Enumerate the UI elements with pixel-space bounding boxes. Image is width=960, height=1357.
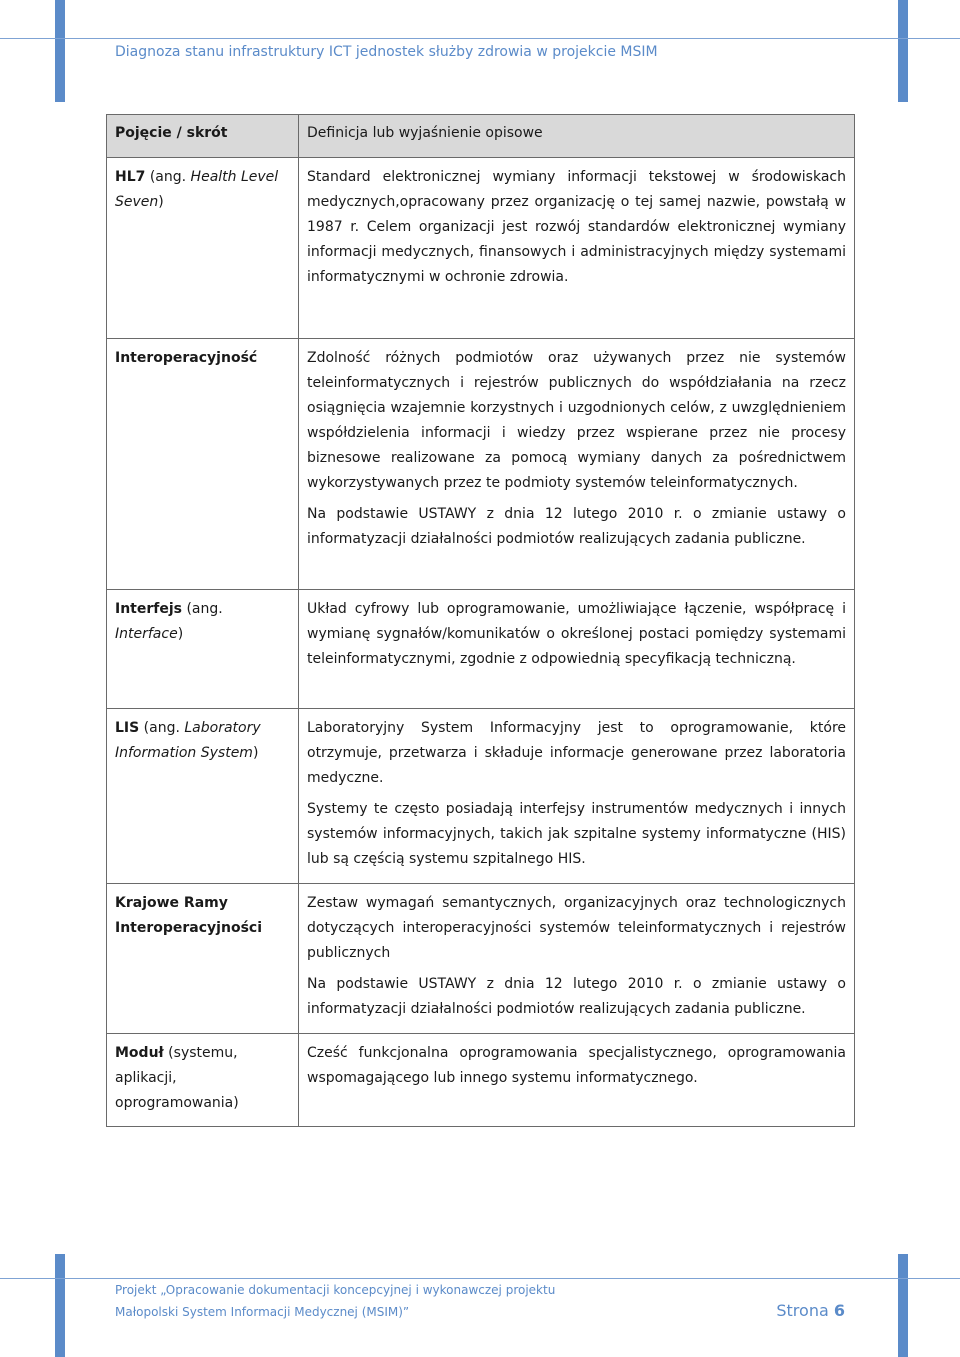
- definition-paragraph: Układ cyfrowy lub oprogramowanie, umożliwiające łączenie, współpracę i wymianę sygnałów/komunikatów o określonej postaci pomiędzy systemami teleinformatycznymi, zgodnie z odpowiednią specyfikacją techniczną.: [307, 601, 846, 667]
- term-prefix: (ang.: [182, 601, 223, 617]
- term-italic: Interface: [115, 626, 178, 642]
- table-row: [107, 339, 855, 590]
- table-body: [107, 158, 855, 1127]
- footer-rule: [0, 1278, 960, 1279]
- page-number: [776, 1301, 845, 1320]
- header-accent-bar-left: [55, 0, 65, 102]
- table-row: [107, 884, 855, 1034]
- definition-paragraph: Zestaw wymagań semantycznych, organizacyjnych oraz technologicznych dotyczących interoperacyjności systemów teleinformatycznych i rejestrów publicznych: [307, 895, 846, 961]
- table-header-row: [107, 115, 855, 158]
- definition-paragraph: Systemy te często posiadają interfejsy instrumentów medycznych i innych systemów informacyjnych, takich jak szpitalne systemy informatyczne (HIS) lub są częścią systemu szpitalnego HIS.: [307, 801, 846, 867]
- definitions-table: [106, 114, 855, 1127]
- definition-paragraph: Standard elektronicznej wymiany informacji tekstowej w środowiskach medycznych,opracowany przez organizację o tej samej nazwie, powstałą w 1987 r. Celem organizacji jest rozwój standardów elektronicznej wymiany informacji medycznych, finansowych i administracyjnych między systemami informatycznymi w ochronie zdrowia.: [307, 169, 846, 285]
- footer-accent-bar-left: [55, 1254, 65, 1357]
- term-bold: Interfejs: [115, 601, 182, 617]
- term-prefix: (systemu, aplikacji, oprogramowania): [115, 1045, 239, 1111]
- term-suffix: ): [158, 194, 164, 210]
- document-header-title: Diagnoza stanu infrastruktury ICT jednostek służby zdrowia w projekcie MSIM: [115, 44, 658, 60]
- term-prefix: (ang.: [145, 169, 191, 185]
- term-bold: Krajowe Ramy Interoperacyjności: [115, 895, 262, 936]
- definition-cell: [299, 884, 855, 1034]
- term-bold: Moduł: [115, 1045, 164, 1061]
- table-row: [107, 709, 855, 884]
- term-cell: [107, 158, 299, 339]
- header-rule: [0, 38, 960, 39]
- definition-cell: [299, 590, 855, 709]
- page-label: Strona: [776, 1301, 829, 1320]
- term-cell: [107, 339, 299, 590]
- definition-paragraph: Na podstawie USTAWY z dnia 12 lutego 2010 r. o zmianie ustawy o informatyzacji działalności podmiotów realizujących zadania publiczne.: [307, 506, 846, 547]
- definition-cell: [299, 158, 855, 339]
- table-row: [107, 590, 855, 709]
- term-bold: Interoperacyjność: [115, 350, 258, 366]
- term-column-header: Pojęcie / skrót: [107, 115, 299, 158]
- definition-cell: [299, 1034, 855, 1127]
- header-accent-bar-right: [898, 0, 908, 102]
- page-number-value: 6: [833, 1301, 845, 1320]
- table-row: [107, 1034, 855, 1127]
- table-row: [107, 158, 855, 339]
- definition-paragraph: Laboratoryjny System Informacyjny jest to oprogramowanie, które otrzymuje, przetwarza i składuje informacje generowane przez laboratoria medyczne.: [307, 720, 846, 786]
- term-suffix: ): [177, 626, 184, 642]
- term-prefix: (ang.: [139, 720, 185, 736]
- term-bold: LIS: [115, 720, 140, 736]
- term-cell: [107, 1034, 299, 1127]
- term-cell: [107, 884, 299, 1034]
- term-italic: Laboratory Information System: [115, 720, 261, 761]
- term-suffix: ): [252, 745, 259, 761]
- definition-cell: [299, 709, 855, 884]
- definition-paragraph: Zdolność różnych podmiotów oraz używanych przez nie systemów teleinformatycznych i rejestrów publicznych do współdziałania na rzecz osiągnięcia wzajemnie korzystnych i uzgodnionych celów, z uwzględnieniem współdzielenia informacji i wiedzy przez wspierane przez nie procesy biznesowe realizowane za pomocą wymiany danych za pośrednictwem wykorzystywanych przez te podmioty systemów teleinformatycznych.: [307, 350, 846, 491]
- term-italic: Health Level Seven: [115, 169, 279, 210]
- definition-cell: [299, 339, 855, 590]
- definition-paragraph: Cześć funkcjonalna oprogramowania specjalistycznego, oprogramowania wspomagającego lub innego systemu informatycznego.: [307, 1045, 846, 1086]
- footer-accent-bar-right: [898, 1254, 908, 1357]
- term-bold: HL7: [115, 169, 146, 185]
- definition-paragraph: Na podstawie USTAWY z dnia 12 lutego 2010 r. o zmianie ustawy o informatyzacji działalności podmiotów realizujących zadania publiczne.: [307, 976, 846, 1017]
- term-cell: [107, 709, 299, 884]
- term-cell: [107, 590, 299, 709]
- footer-project-line2: Małopolski System Informacji Medycznej (MSIM)”: [115, 1305, 410, 1319]
- definition-column-header: Definicja lub wyjaśnienie opisowe: [299, 115, 855, 158]
- footer-project-line1: Projekt „Opracowanie dokumentacji koncepcyjnej i wykonawczej projektu: [115, 1283, 556, 1297]
